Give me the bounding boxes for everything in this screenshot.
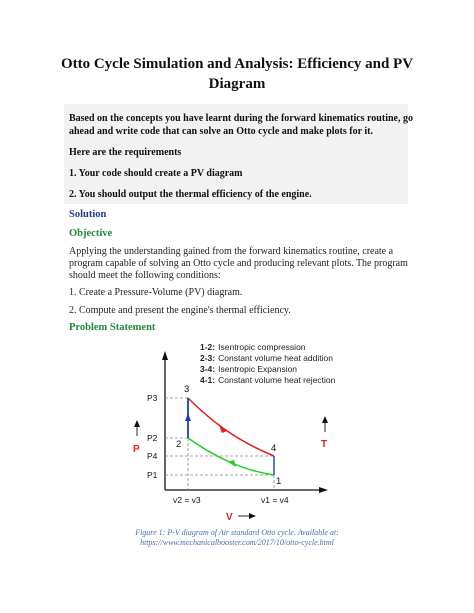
title-line-1: Otto Cycle Simulation and Analysis: Efficiency and PV xyxy=(60,56,414,72)
point-label-1: 1 xyxy=(276,476,282,487)
svg-text:3-4:Isentropic Expansion xyxy=(200,364,297,374)
svg-text:2-3:Constant volume heat addit xyxy=(200,353,333,363)
legend-text-4-1: Constant volume heat rejection xyxy=(218,375,336,385)
requirement-1: 1. Your code should create a PV diagram xyxy=(69,168,243,179)
legend-text-1-2: Isentropic compression xyxy=(218,342,306,352)
svg-text:4-1:Constant volume heat rejec xyxy=(200,375,336,385)
caption-line-1: Figure 1: P-V diagram of Air standard Otto cycle. Available at: xyxy=(135,528,339,537)
point-label-2: 2 xyxy=(176,439,182,450)
objective-line-2: program capable of solving an Otto cycle and producing relevant plots. The program xyxy=(69,258,408,269)
problem-statement-heading: Problem Statement xyxy=(69,322,156,333)
v-direction-arrow-icon xyxy=(249,513,256,519)
legend-text-2-3: Constant volume heat addition xyxy=(218,353,333,363)
t-direction-arrow-icon xyxy=(322,416,328,423)
objective-heading: Objective xyxy=(69,228,113,239)
legend-key-4-1: 4-1: xyxy=(200,375,216,385)
solution-heading: Solution xyxy=(69,209,107,220)
figure-caption xyxy=(100,528,374,548)
legend-text-3-4: Isentropic Expansion xyxy=(218,364,298,374)
condition-1: 1. Create a Pressure-Volume (PV) diagram. xyxy=(69,287,243,298)
objective-line-1: Applying the understanding gained from the forward kinematics routine, create a xyxy=(69,246,394,257)
caption-line-2: https://www.mechanicalbooster.com/2017/10/otto-cycle.html xyxy=(140,538,334,547)
requirement-2: 2. You should output the thermal efficiency of the engine. xyxy=(69,189,312,200)
title-line-2: Diagram xyxy=(208,76,266,92)
p1-tick-label: P1 xyxy=(147,470,158,480)
requirements-heading: Here are the requirements xyxy=(69,147,182,158)
legend-key-3-4: 3-4: xyxy=(200,364,216,374)
point-label-3: 3 xyxy=(184,384,190,395)
v-axis-arrow-icon xyxy=(319,487,328,493)
p-axis-arrow-icon xyxy=(162,351,168,360)
compression-curve-1-2 xyxy=(188,438,277,475)
p-direction-arrow-icon xyxy=(134,420,140,427)
v1-v4-tick-label: v1 = v4 xyxy=(261,495,289,505)
intro-line-1: Based on the concepts you have learnt during the forward kinematics routine, go xyxy=(69,113,413,124)
v-axis-title: V xyxy=(226,512,233,523)
expansion-arrow-icon xyxy=(219,425,227,433)
condition-2: 2. Compute and present the engine's thermal efficiency. xyxy=(69,305,291,316)
p4-tick-label: P4 xyxy=(147,451,158,461)
p-axis-title: P xyxy=(133,444,140,455)
p3-tick-label: P3 xyxy=(147,393,158,403)
svg-text:1-2:Isentropic compression xyxy=(200,342,306,352)
objective-line-3: should meet the following conditions: xyxy=(69,270,221,281)
legend-key-1-2: 1-2: xyxy=(200,342,216,352)
intro-line-2: ahead and write code that can solve an Otto cycle and make plots for it. xyxy=(69,126,373,137)
t-label: T xyxy=(321,439,328,450)
point-label-4: 4 xyxy=(271,443,277,454)
legend-key-2-3: 2-3: xyxy=(200,353,216,363)
p2-tick-label: P2 xyxy=(147,433,158,443)
v2-v3-tick-label: v2 = v3 xyxy=(173,495,201,505)
heat-addition-arrow-icon xyxy=(185,413,191,421)
